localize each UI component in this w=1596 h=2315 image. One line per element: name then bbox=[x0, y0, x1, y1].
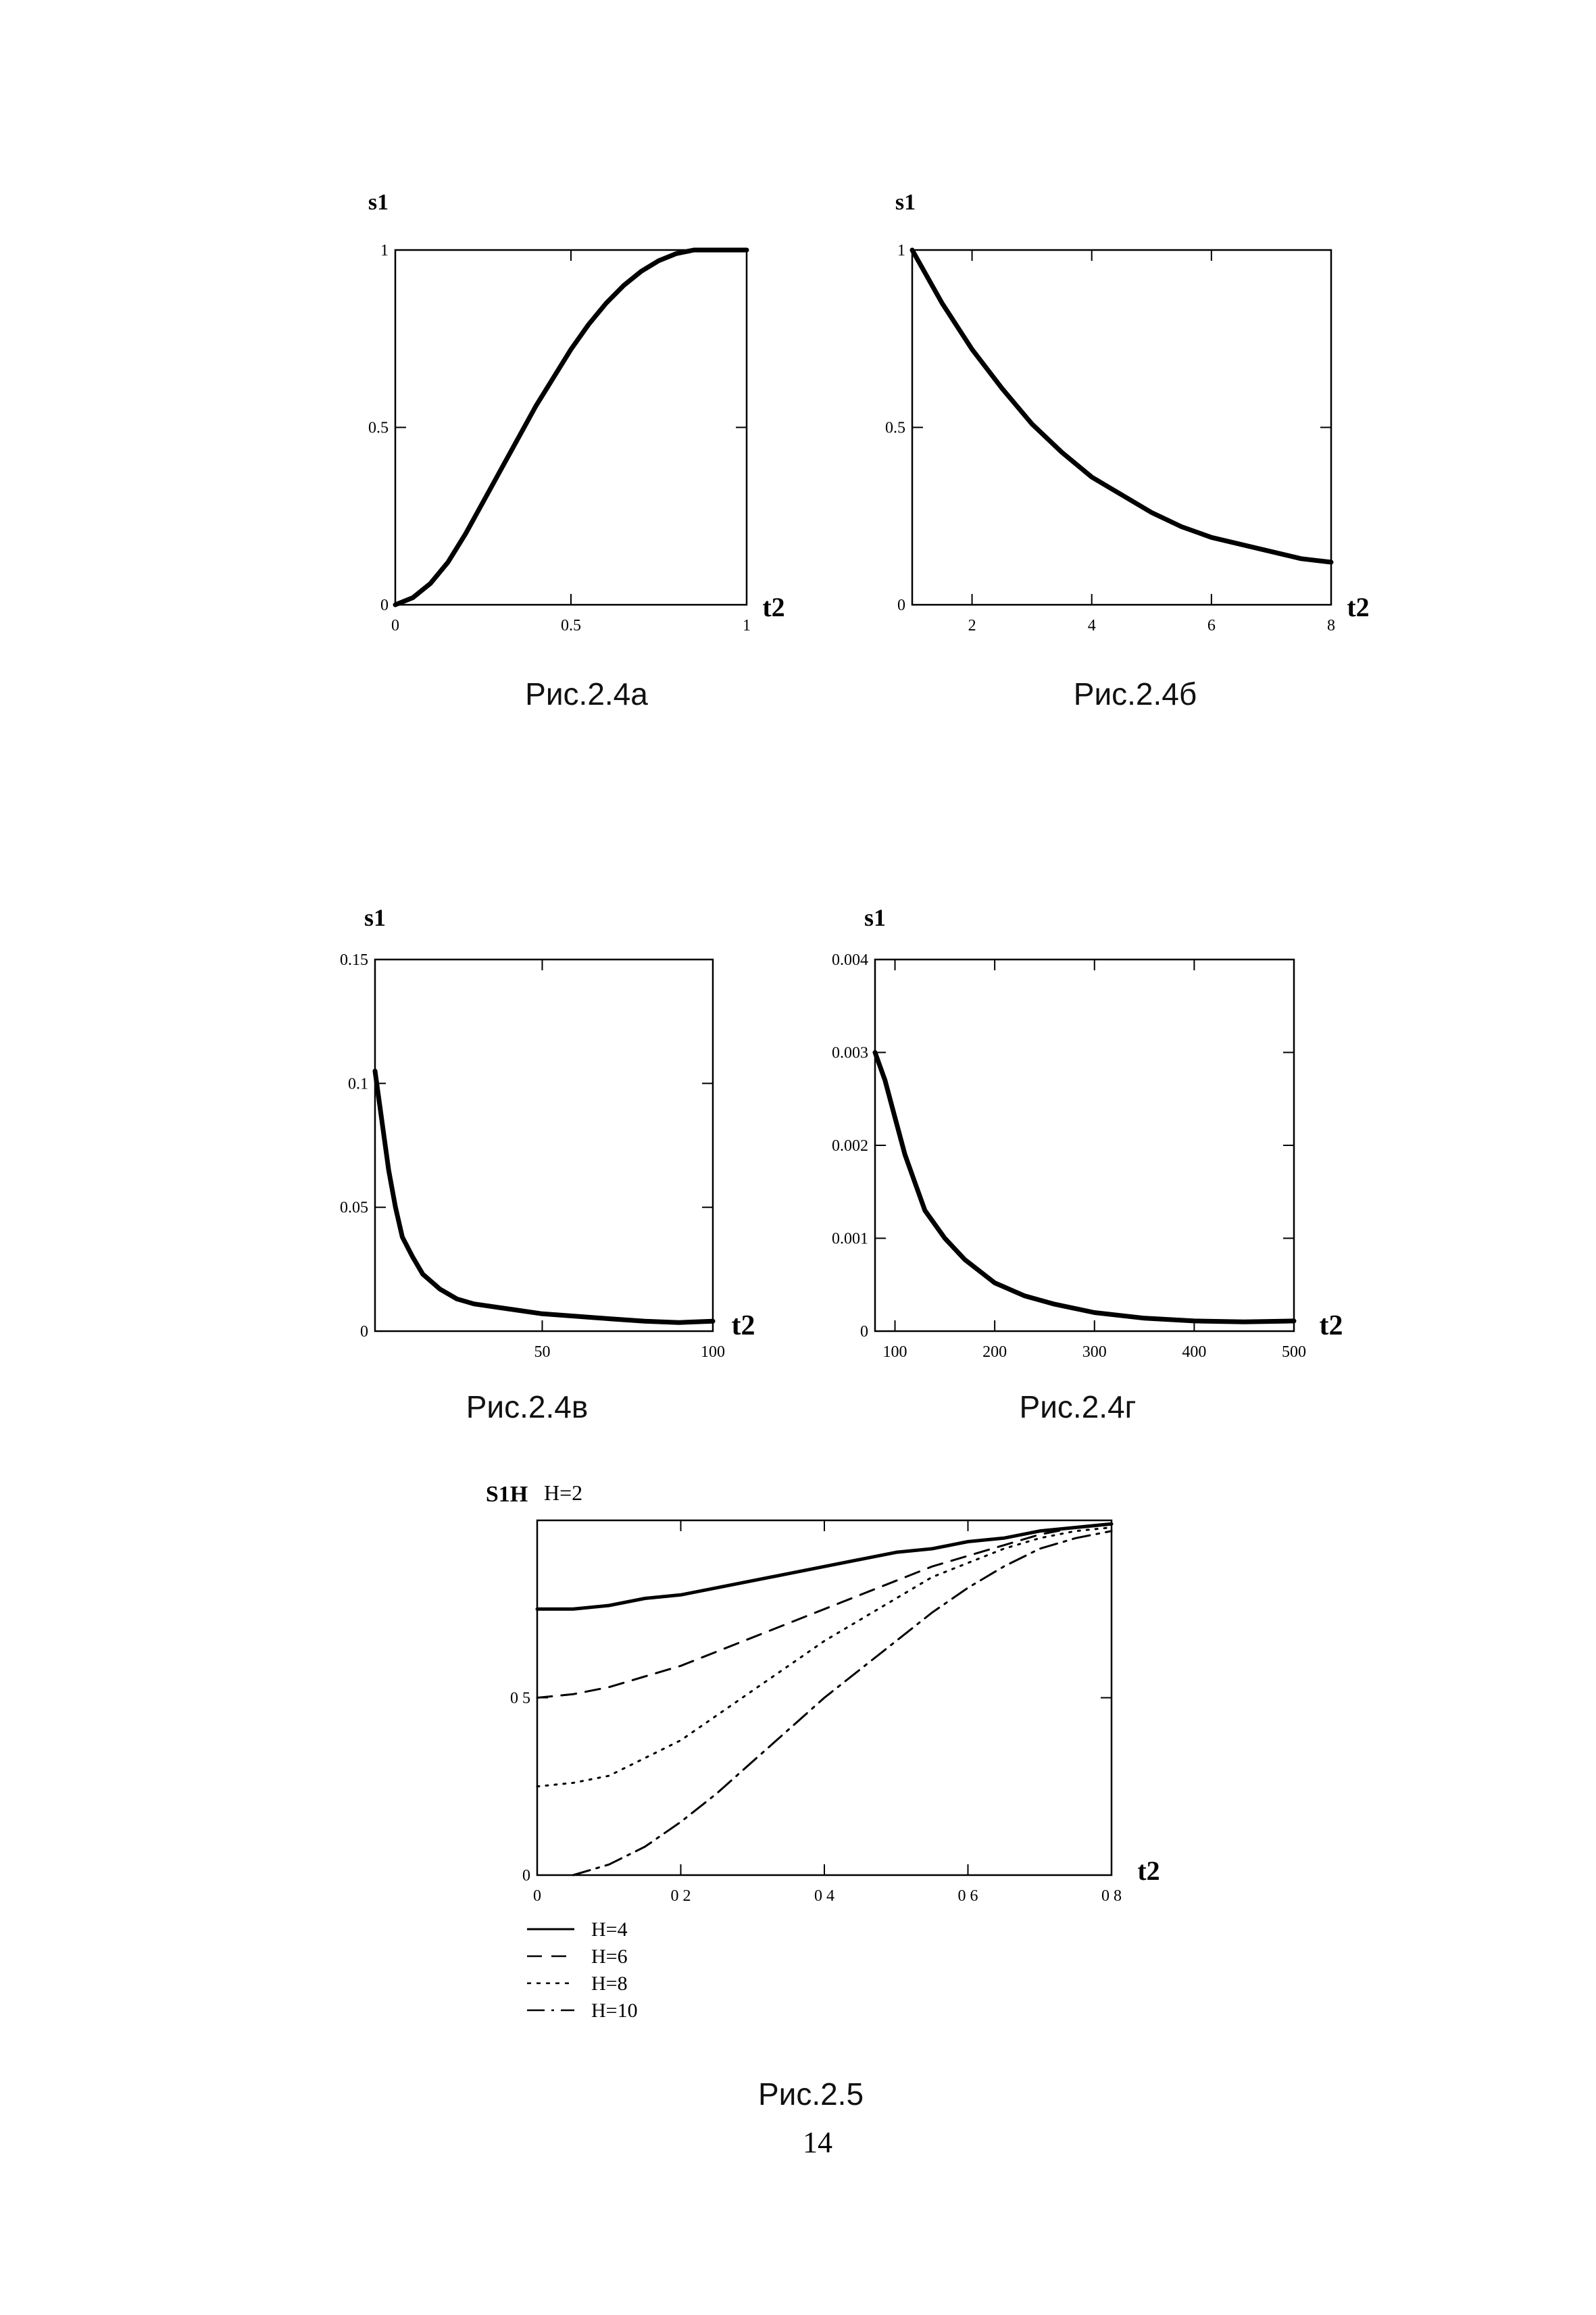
series-line-s1 bbox=[875, 1053, 1294, 1322]
y-tick-label: 0.5 bbox=[368, 419, 389, 437]
y-tick-label: 0.1 bbox=[348, 1075, 368, 1093]
series-line-s1 bbox=[395, 250, 747, 605]
y-axis-label: s1 bbox=[364, 904, 386, 931]
x-tick-label: 100 bbox=[701, 1343, 725, 1361]
series-line-h-4 bbox=[537, 1524, 1112, 1609]
y-tick-label: 0 bbox=[380, 597, 389, 614]
x-axis-label: t2 bbox=[1319, 1310, 1343, 1341]
x-tick-label: 8 bbox=[1327, 617, 1335, 634]
caption-fig-2-4a: Рис.2.4а bbox=[525, 676, 648, 712]
y-axis-label: s1 bbox=[864, 904, 887, 931]
chart-fig-2-4v bbox=[297, 892, 797, 1378]
x-tick-label: 1 bbox=[743, 617, 751, 634]
y-tick-label: 0.15 bbox=[340, 951, 368, 969]
x-tick-label: 0 bbox=[533, 1887, 541, 1905]
plot-frame bbox=[395, 250, 747, 605]
legend-label: H=4 bbox=[591, 1918, 628, 1941]
x-tick-label: 400 bbox=[1182, 1343, 1207, 1361]
x-tick-label: 6 bbox=[1207, 617, 1216, 634]
y-tick-label: 0 bbox=[897, 597, 905, 614]
page-number: 14 bbox=[803, 2126, 832, 2159]
x-tick-label: 300 bbox=[1082, 1343, 1107, 1361]
chart-fig-2-4b bbox=[851, 176, 1392, 689]
series-line-s1 bbox=[912, 250, 1331, 562]
x-tick-label: 0 2 bbox=[670, 1887, 691, 1905]
y-tick-label: 0 bbox=[360, 1323, 368, 1341]
series-line-s1 bbox=[375, 1071, 713, 1322]
x-tick-label: 4 bbox=[1087, 617, 1096, 634]
x-tick-label: 0.5 bbox=[561, 617, 581, 634]
legend-label: H=10 bbox=[591, 1999, 638, 2022]
x-axis-label: t2 bbox=[731, 1310, 755, 1341]
caption-fig-2-4b: Рис.2.4б bbox=[1073, 676, 1197, 712]
chart-fig-2-4a bbox=[324, 176, 838, 689]
y-tick-label: 0 5 bbox=[510, 1689, 530, 1708]
y-axis-label: s1 bbox=[368, 190, 389, 215]
x-tick-label: 2 bbox=[968, 617, 976, 634]
series-line-h-6 bbox=[537, 1524, 1112, 1697]
y-tick-label: 0.001 bbox=[832, 1230, 868, 1248]
y-tick-label: 0.004 bbox=[832, 951, 868, 969]
y-tick-label: 0.05 bbox=[340, 1199, 368, 1217]
y-tick-label: 0.5 bbox=[885, 419, 905, 437]
x-axis-label: t2 bbox=[1137, 1856, 1160, 1886]
caption-fig-2-4v: Рис.2.4в bbox=[466, 1389, 589, 1424]
legend-label: H=8 bbox=[591, 1972, 628, 1995]
x-tick-label: 500 bbox=[1282, 1343, 1306, 1361]
y-tick-label: 0.002 bbox=[832, 1137, 868, 1155]
x-axis-label: t2 bbox=[1347, 592, 1370, 622]
caption-fig-2-5: Рис.2.5 bbox=[757, 2076, 864, 2112]
x-tick-label: 0 8 bbox=[1101, 1887, 1122, 1905]
y-axis-label: S1H bbox=[485, 1482, 528, 1507]
y-axis-note: H=2 bbox=[544, 1480, 583, 1505]
x-tick-label: 0 bbox=[391, 617, 399, 634]
chart-fig-2-4g bbox=[797, 892, 1351, 1378]
x-tick-label: 0 6 bbox=[957, 1887, 978, 1905]
series-line-h-10 bbox=[573, 1531, 1112, 1875]
x-tick-label: 100 bbox=[882, 1343, 907, 1361]
y-tick-label: 0 bbox=[860, 1323, 868, 1341]
x-axis-label: t2 bbox=[762, 592, 785, 622]
caption-fig-2-4g: Рис.2.4г bbox=[1019, 1389, 1137, 1424]
plot-frame bbox=[875, 960, 1294, 1331]
y-axis-label: s1 bbox=[895, 190, 916, 215]
x-tick-label: 0 4 bbox=[814, 1887, 834, 1905]
x-tick-label: 50 bbox=[534, 1343, 551, 1361]
y-tick-label: 0.003 bbox=[832, 1044, 868, 1062]
y-tick-label: 1 bbox=[897, 242, 905, 259]
chart-fig-2-5 bbox=[473, 1460, 1216, 2047]
y-tick-label: 1 bbox=[380, 242, 389, 259]
legend-label: H=6 bbox=[591, 1945, 628, 1968]
x-tick-label: 200 bbox=[982, 1343, 1007, 1361]
y-tick-label: 0 bbox=[522, 1867, 530, 1885]
